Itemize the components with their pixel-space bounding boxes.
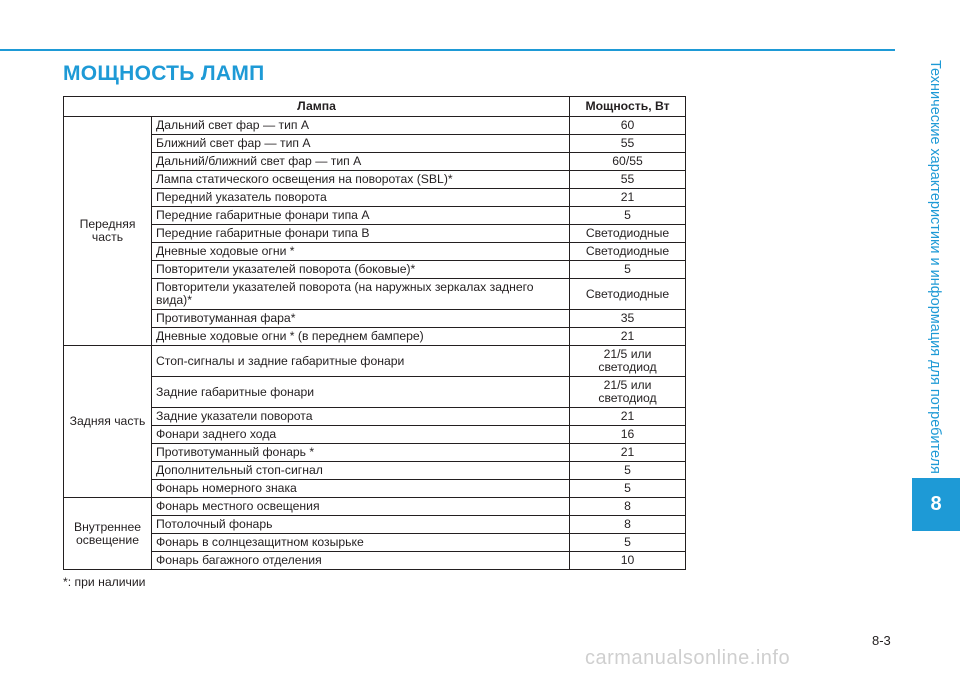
table-row [64,135,686,153]
group-label: Внутреннее освещение [64,498,152,570]
table-row [64,261,686,279]
lamp-wattage: 35 [570,310,686,328]
lamp-wattage: 21 [570,444,686,462]
lamp-wattage: 21/5 или светодиод [570,377,686,408]
lamp-wattage: 5 [570,261,686,279]
footnote: *: при наличии [63,575,146,589]
lamp-wattage: 55 [570,171,686,189]
lamp-name: Задние указатели поворота [152,408,570,426]
table-row [64,189,686,207]
lamp-wattage: 21 [570,328,686,346]
lamp-wattage: 60 [570,117,686,135]
lamp-name: Передние габаритные фонари типа А [152,207,570,225]
lamp-wattage: 10 [570,552,686,570]
table-row [64,328,686,346]
table-row [64,117,686,135]
lamp-name: Задние габаритные фонари [152,377,570,408]
table-row [64,153,686,171]
lamp-wattage: 60/55 [570,153,686,171]
lamp-wattage: 8 [570,498,686,516]
table-row [64,171,686,189]
table-body [64,117,686,570]
lamp-wattage: 55 [570,135,686,153]
lamp-wattage: Светодиодные [570,225,686,243]
lamp-name: Потолочный фонарь [152,516,570,534]
lamp-name: Дневные ходовые огни * [152,243,570,261]
lamp-name: Фонари заднего хода [152,426,570,444]
lamp-wattage: 16 [570,426,686,444]
lamp-name: Фонарь багажного отделения [152,552,570,570]
lamp-name: Противотуманный фонарь * [152,444,570,462]
lamp-wattage: 5 [570,480,686,498]
lamp-wattage: 21 [570,189,686,207]
table-row [64,444,686,462]
page-title: МОЩНОСТЬ ЛАМП [63,62,265,85]
table-row [64,310,686,328]
lamp-name: Дальний свет фар — тип А [152,117,570,135]
table-row [64,279,686,310]
lamp-name: Дневные ходовые огни * (в переднем бампере) [152,328,570,346]
lamp-name: Лампа статического освещения на поворотах (SBL)* [152,171,570,189]
table-row [64,462,686,480]
table-row [64,498,686,516]
lamp-name: Противотуманная фара* [152,310,570,328]
lamp-name: Ближний свет фар — тип А [152,135,570,153]
table-row [64,377,686,408]
lamp-name: Передние габаритные фонари типа В [152,225,570,243]
table-row [64,243,686,261]
header-lamp: Лампа [64,97,570,117]
lamp-wattage: 21 [570,408,686,426]
lamp-wattage: 21/5 или светодиод [570,346,686,377]
header-wattage: Мощность, Вт [570,97,686,117]
top-rule [0,49,895,51]
lamp-name: Фонарь местного освещения [152,498,570,516]
lamp-name: Дополнительный стоп-сигнал [152,462,570,480]
lamp-wattage-table [63,96,686,570]
lamp-name: Повторители указателей поворота (боковые)* [152,261,570,279]
group-label: Передняя часть [64,117,152,346]
lamp-name: Стоп-сигналы и задние габаритные фонари [152,346,570,377]
table-row [64,426,686,444]
lamp-wattage: 5 [570,207,686,225]
table-row [64,225,686,243]
chapter-side-label: Технические характеристики и информация для потребителя [927,60,943,474]
table-row [64,207,686,225]
lamp-name: Повторители указателей поворота (на наружных зеркалах заднего вида)* [152,279,570,310]
lamp-name: Фонарь номерного знака [152,480,570,498]
table-row [64,346,686,377]
lamp-wattage: Светодиодные [570,243,686,261]
lamp-name: Фонарь в солнцезащитном козырьке [152,534,570,552]
chapter-tab: 8 [912,478,960,531]
group-label: Задняя часть [64,346,152,498]
lamp-wattage: Светодиодные [570,279,686,310]
lamp-wattage: 5 [570,534,686,552]
table-row [64,552,686,570]
watermark: carmanualsonline.info [585,647,791,669]
table-row [64,408,686,426]
lamp-name: Дальний/ближний свет фар — тип А [152,153,570,171]
page-number: 8-3 [872,633,891,648]
lamp-wattage: 5 [570,462,686,480]
table-row [64,534,686,552]
lamp-wattage: 8 [570,516,686,534]
table-row [64,516,686,534]
table-row [64,480,686,498]
lamp-name: Передний указатель поворота [152,189,570,207]
